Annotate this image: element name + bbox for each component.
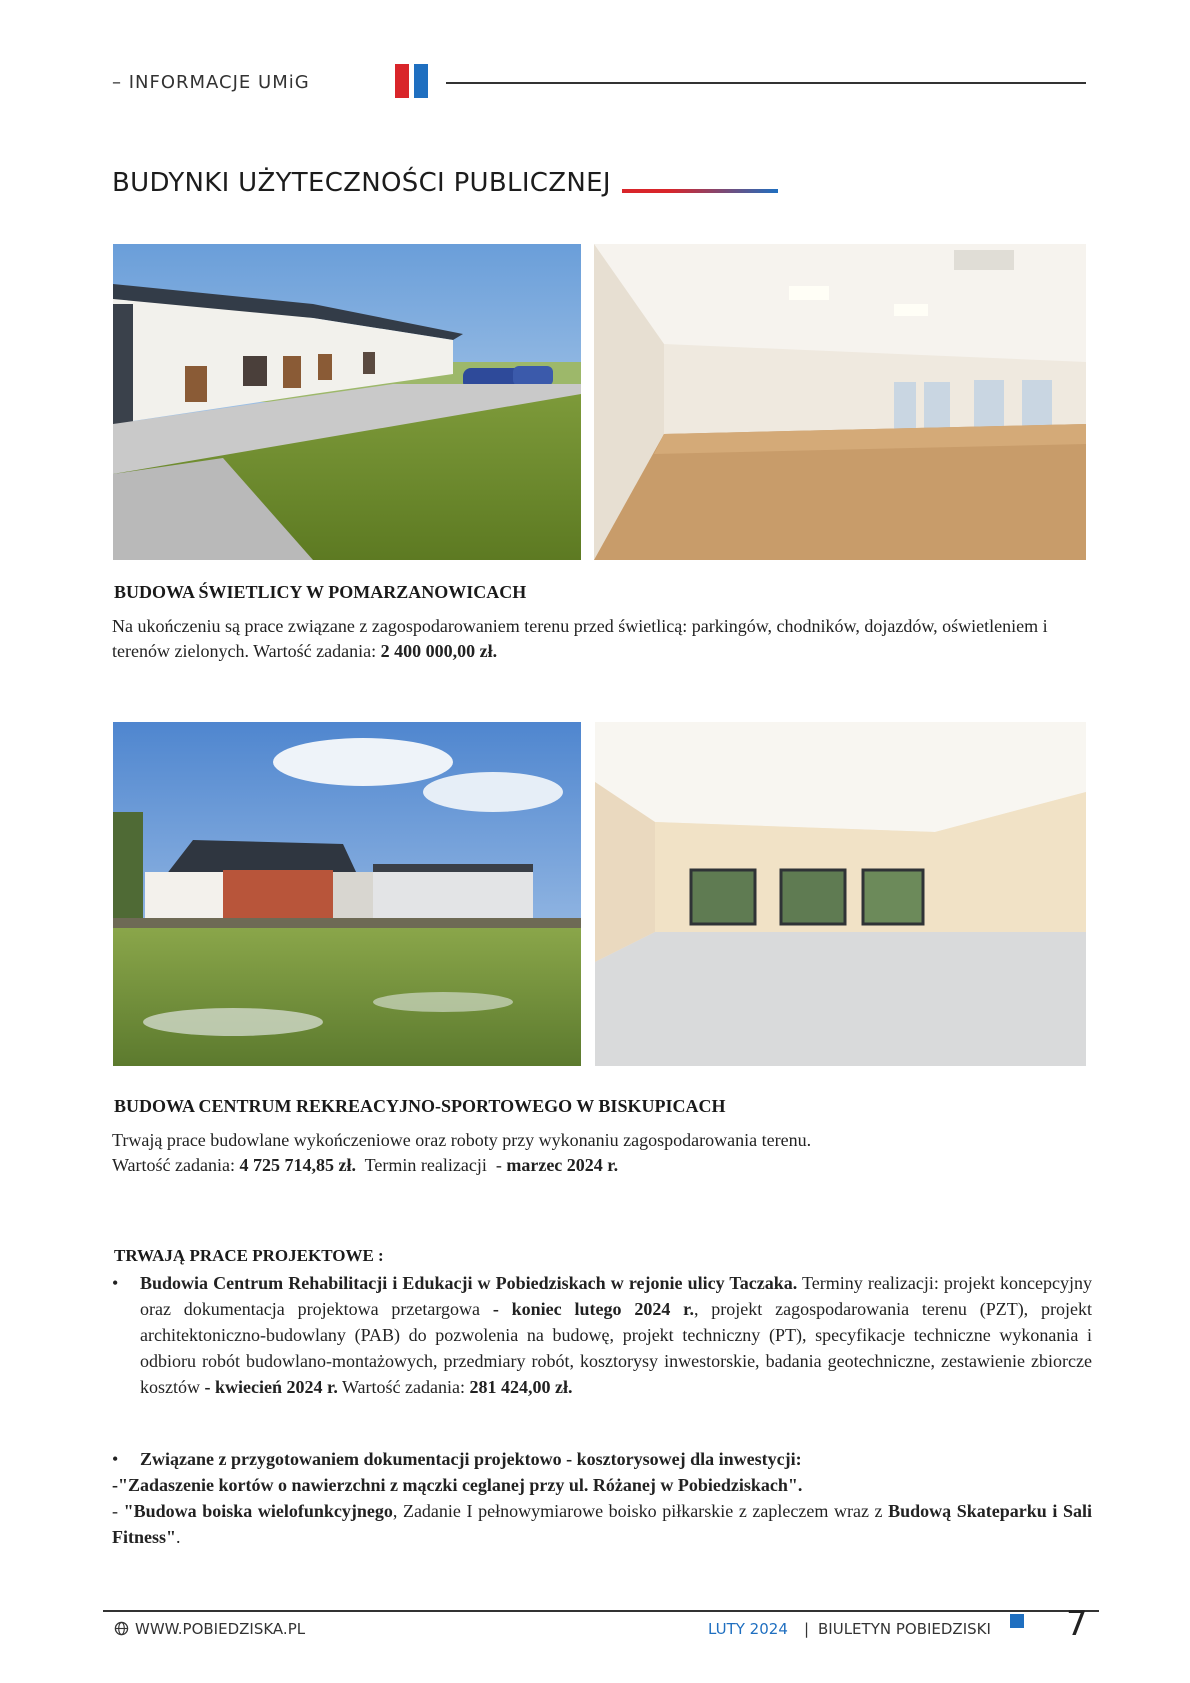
globe-icon <box>114 1621 129 1640</box>
section-title-underline <box>622 189 778 193</box>
line-b-end: . <box>176 1527 181 1547</box>
section-label: – INFORMACJE UMiG <box>112 72 310 93</box>
paragraph-pomarzanowice <box>112 614 1092 664</box>
bullet-icon: • <box>112 1449 119 1469</box>
paragraph-pomarzanowice-text: Na ukończeniu są prace związane z zagospodarowaniem terenu przed świetlicą: parkingów, chodników, dojazdów, oświetleniem i terenów zielonych. Wartość zadania: <box>112 616 1048 661</box>
flag-red-stripe <box>395 64 409 98</box>
project-2-line-b <box>112 1498 1092 1550</box>
footer-blue-square <box>1010 1614 1024 1628</box>
heading-biskupice: BUDOWA CENTRUM REKREACYJNO-SPORTOWEGO W BISKUPICACH <box>114 1096 726 1116</box>
photo-pomarzanowice-exterior <box>113 244 581 560</box>
line-b-prefix: - <box>112 1501 124 1521</box>
heading-pomarzanowice: BUDOWA ŚWIETLICY W POMARZANOWICACH <box>114 582 527 602</box>
paragraph-biskupice <box>112 1128 1092 1178</box>
project-2-line-a: -"Zadaszenie kortów o nawierzchni z mączki ceglanej przy ul. Różanej w Pobiedziskach". <box>112 1475 803 1495</box>
bullet-icon: • <box>112 1273 119 1293</box>
project-item-1 <box>112 1270 1092 1400</box>
line-b-bold2: Budową Skateparku i Sali Fitness" <box>112 1501 1092 1547</box>
section-title: BUDYNKI UŻYTECZNOŚCI PUBLICZNEJ <box>112 168 611 198</box>
project-1-deadline-1: - koniec lutego 2024 r. <box>492 1299 694 1319</box>
project-1-deadline-2: - kwiecień 2024 r. <box>204 1377 338 1397</box>
photo-biskupice-exterior <box>113 722 581 1066</box>
project-item-2 <box>112 1446 1092 1550</box>
project-1-value: 281 424,00 zł. <box>469 1377 573 1397</box>
value-pomarzanowice: 2 400 000,00 zł. <box>380 641 498 661</box>
line-b-text: , Zadanie I pełnowymiarowe boisko piłkarskie z zapleczem wraz z <box>392 1501 889 1521</box>
flag-blue-stripe <box>414 64 428 98</box>
label-term: Termin realizacji - <box>356 1155 507 1175</box>
paragraph-biskupice-line2 <box>112 1153 1092 1178</box>
term-biskupice: marzec 2024 r. <box>506 1155 619 1175</box>
line-b-bold1: "Budowa boiska wielofunkcyjnego <box>123 1501 393 1521</box>
footer-month: LUTY 2024 <box>708 1620 788 1638</box>
paragraph-biskupice-line1: Trwają prace budowlane wykończeniowe oraz roboty przy wykonaniu zagospodarowania terenu. <box>112 1130 812 1150</box>
footer-publication: BIULETYN POBIEDZISKI <box>818 1620 991 1638</box>
project-1-text-c: Wartość zadania: <box>337 1377 470 1397</box>
footer-separator: | <box>804 1620 810 1638</box>
footer-website: WWW.POBIEDZISKA.PL <box>135 1620 306 1638</box>
photo-biskupice-interior <box>595 722 1086 1066</box>
project-1-text-a: Terminy realizacji: projekt koncepcyjny oraz dokumentacja projektowa przetargowa <box>140 1273 1092 1319</box>
project-1-text-b: , projekt zagospodarowania terenu (PZT), projekt architektoniczno-budowlany (PAB) do pozwolenia na budowę, projekt techniczny (PT), specyfikacje techniczne wykonania i odbioru robót budowlano-montażowych, przedmiary robót, kosztorysy inwestorskie, badania geotechniczne, zestawienie zbiorcze kosztów <box>140 1299 1092 1397</box>
heading-projects: TRWAJĄ PRACE PROJEKTOWE : <box>114 1246 384 1265</box>
project-1-title: Budowia Centrum Rehabilitacji i Edukacji w Pobiedziskach w rejonie ulicy Taczaka. <box>140 1273 798 1293</box>
page-number: 7 <box>1066 1604 1088 1644</box>
project-2-title: Związane z przygotowaniem dokumentacji projektowo - kosztorysowej dla inwestycji: <box>140 1449 802 1469</box>
footer-rule <box>103 1610 1099 1612</box>
value-biskupice: 4 725 714,85 zł. <box>239 1155 356 1175</box>
photo-pomarzanowice-interior <box>594 244 1086 560</box>
label-value: Wartość zadania: <box>112 1155 240 1175</box>
footer-website-link[interactable] <box>114 1620 305 1640</box>
header-rule <box>446 82 1086 84</box>
